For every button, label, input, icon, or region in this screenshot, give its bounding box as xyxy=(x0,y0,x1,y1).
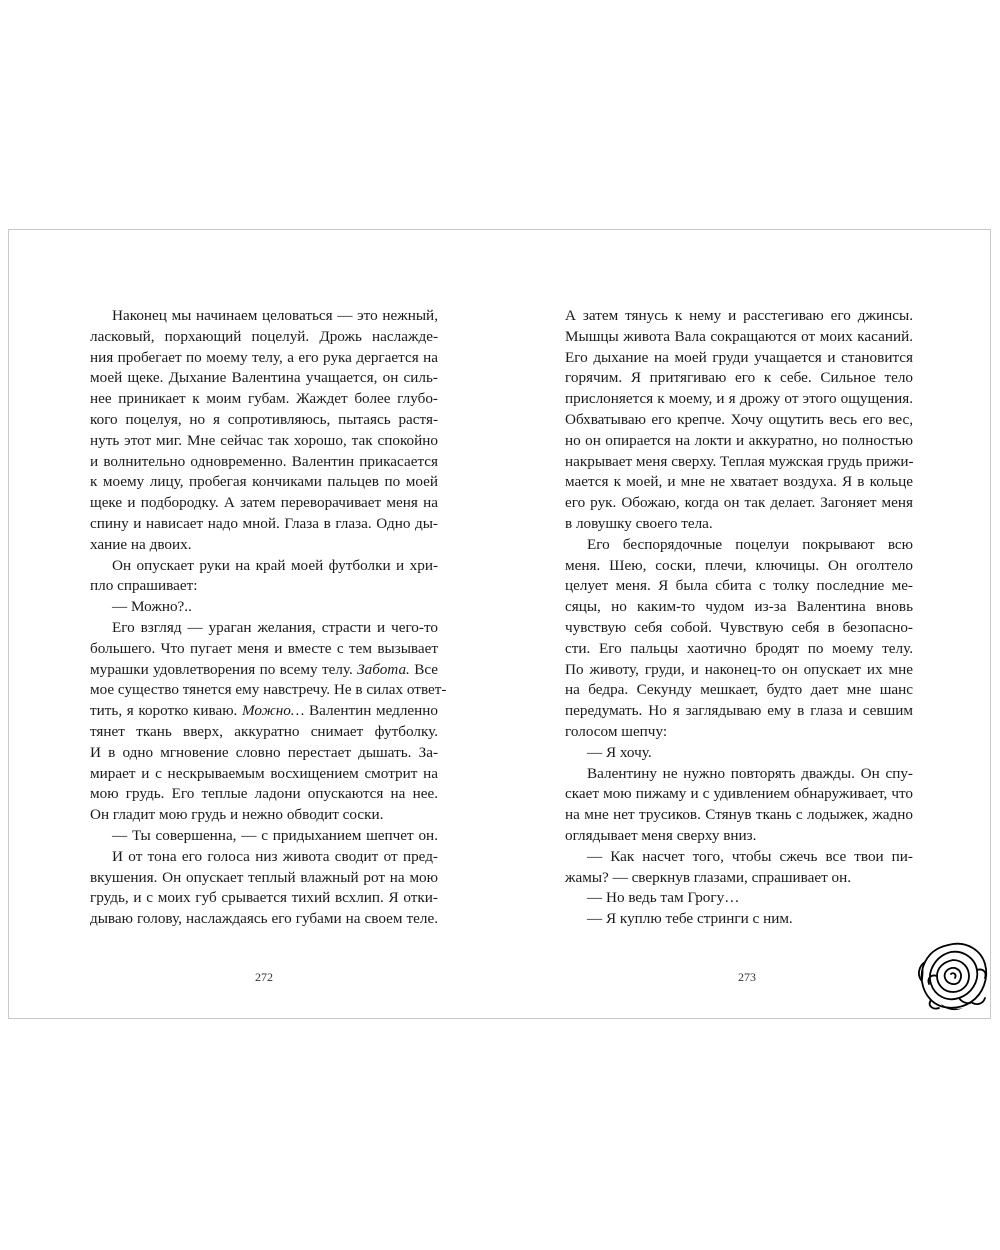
text-line: мое существо тянется ему навстречу. Не в силах ответ- xyxy=(90,681,447,699)
text-line: И от тона его голоса низ живота сводит от пред- xyxy=(112,847,438,865)
text-line: пло спрашивает: xyxy=(90,577,198,595)
text-segment: Валентин медленно xyxy=(309,702,439,720)
text-line: нее приникает к моим губам. Жаждет более глубо- xyxy=(90,390,438,408)
book-spread xyxy=(8,229,991,1019)
text-line xyxy=(90,660,438,681)
text-line: чувствую себя собой. Чувствую себя в безопасно- xyxy=(565,618,913,636)
text-line: Его взгляд — ураган желания, страсти и чего-то xyxy=(112,618,438,636)
text-line: прислоняется к моему, и я дрожу от этого ощущения. xyxy=(565,390,913,408)
text-segment: Все xyxy=(414,660,439,678)
text-line: — Я куплю тебе стринги с ним. xyxy=(587,910,793,928)
text-line: в ловушку своего тела. xyxy=(565,514,713,532)
text-line: горячим. Я притягиваю его к себе. Сильное тело xyxy=(565,369,913,387)
text-line: моей щеке. Дыхание Валентина учащается, он силь- xyxy=(90,369,438,387)
text-line: передумать. Но я заглядываю ему в глаза и севшим xyxy=(565,702,913,720)
text-line: И в одно мгновение словно перестает дышать. За- xyxy=(90,743,438,761)
text-line: Он гладит мою грудь и нежно обводит соски. xyxy=(90,806,384,824)
text-line: — Ты совершенна, — с придыханием шепчет он. xyxy=(112,826,438,844)
text-line: на бедра. Секунду мешкает, будто дает мне шанс xyxy=(565,681,913,699)
text-line: — Можно?.. xyxy=(112,598,192,616)
italic-word: Забота. xyxy=(357,660,410,678)
text-line: сти. Его пальцы хаотично бродят по моему телу. xyxy=(565,639,913,657)
text-line: к моему лицу, пробегая кончиками пальцев по моей xyxy=(90,473,438,491)
text-line: Мышцы живота Вала сокращаются от моих касаний. xyxy=(565,327,913,345)
text-line: ласковый, порхающий поцелуй. Дрожь наслажде- xyxy=(90,327,438,345)
text-line: мою грудь. Его теплые ладони опускаются на нее. xyxy=(90,785,438,803)
text-line: нуть этот миг. Мне сейчас так хорошо, так спокойно xyxy=(90,431,438,449)
left-page-text xyxy=(90,306,447,930)
text-line: Его беспорядочные поцелуи покрывают всю xyxy=(587,535,913,553)
text-line: — Я хочу. xyxy=(587,743,652,761)
text-line: — Но ведь там Грогу… xyxy=(587,889,740,907)
text-line: дываю голову, наслаждаясь его губами на своем теле. xyxy=(90,910,438,928)
text-line: на мне нет трусиков. Стянув ткань с лодыжек, жадно xyxy=(565,806,913,824)
text-line: Наконец мы начинаем целоваться — это нежный, xyxy=(112,307,438,324)
text-line: Он опускает руки на край моей футболки и хри- xyxy=(112,556,438,574)
text-line xyxy=(90,701,438,722)
text-line: целует меня. Я была сбита с толку последние ме- xyxy=(565,577,913,595)
text-line: Его дыхание на моей груди учащается и становится xyxy=(565,348,913,366)
right-page-text xyxy=(565,306,913,930)
text-line: но он опирается на локти и аккуратно, но полностью xyxy=(565,431,913,449)
rose-icon xyxy=(915,938,991,1014)
text-line: А затем тянусь к нему и расстегиваю его джинсы. xyxy=(565,307,913,324)
text-line: — Как насчет того, чтобы сжечь все твои пи- xyxy=(587,847,913,865)
text-line: кого поцелуя, но я сопротивляюсь, пытаясь растя- xyxy=(90,410,438,428)
text-line: Обхватываю его крепче. Хочу ощутить весь его вес, xyxy=(565,410,913,428)
text-line: накрывает меня сверху. Теплая мужская грудь прижи- xyxy=(565,452,914,470)
text-line: ния пробегает по моему телу, а его рука дергается на xyxy=(90,348,438,366)
page-number-right: 273 xyxy=(738,970,756,984)
text-line: жамы? — сверкнув глазами, спрашивает он. xyxy=(565,868,852,886)
text-line: мается к моей, и мне не хватает воздуха. Я в кольце xyxy=(565,473,913,491)
page-number-left: 272 xyxy=(255,970,273,984)
text-line: щеке и подбородку. А затем переворачивает меня на xyxy=(90,494,438,512)
text-line: вкушения. Он опускает теплый влажный рот на мою xyxy=(90,868,438,886)
text-line: Валентину не нужно повторять дважды. Он спу- xyxy=(587,764,913,782)
text-line: большего. Что пугает меня и вместе с тем вызывает xyxy=(90,639,438,657)
text-line: его рук. Обожаю, когда он так делает. Загоняет меня xyxy=(565,494,913,512)
text-line: мирает и с нескрываемым восхищением смотрит на xyxy=(90,764,438,782)
text-line: хание на двоих. xyxy=(90,535,192,553)
italic-word: Можно… xyxy=(241,702,305,720)
text-line: меня. Шею, соски, плечи, ключицы. Он оголтело xyxy=(565,556,913,574)
text-line: и волнительно одновременно. Валентин прикасается xyxy=(90,452,438,470)
text-line: спину и нависает надо мной. Глаза в глаза. Одно ды- xyxy=(90,514,438,532)
text-line: оглядывает меня сверху вниз. xyxy=(565,826,757,844)
text-line: голосом шепчу: xyxy=(565,722,668,740)
text-segment: тить, я коротко киваю. xyxy=(90,702,238,720)
text-line: По животу, груди, и наконец-то он опускает их мне xyxy=(565,660,913,678)
text-line: тянет ткань вверх, аккуратно снимает футболку. xyxy=(90,722,438,740)
text-line: грудь, и с моих губ срывается тихий всхлип. Я отки- xyxy=(90,889,438,907)
text-line: сяцы, но каким-то чудом из-за Валентина вновь xyxy=(565,598,913,616)
text-line: скает мою пижаму и с удивлением обнаруживает, что xyxy=(565,785,913,803)
text-segment: мурашки удовлетворения по всему телу. xyxy=(90,660,353,678)
